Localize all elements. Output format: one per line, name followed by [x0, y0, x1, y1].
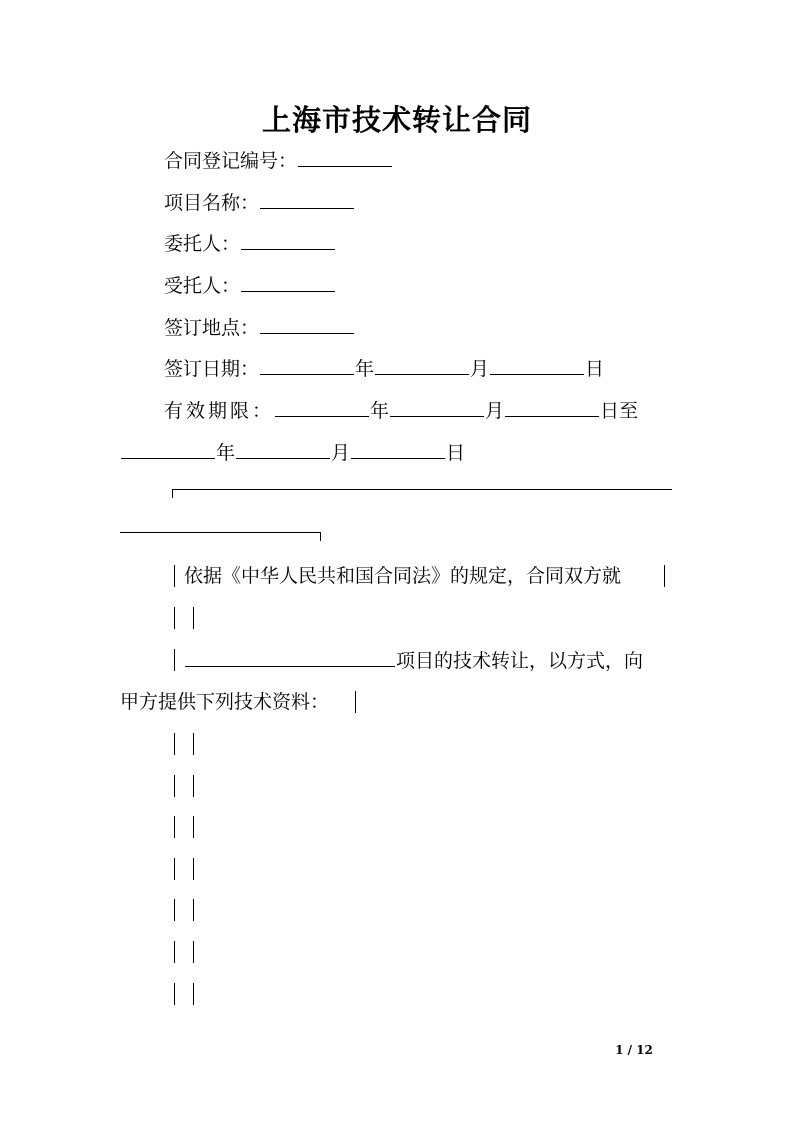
validity-end-day-unit: 日 — [446, 442, 466, 464]
validity-label: 有效期限： — [164, 400, 275, 422]
validity-end-month-blank[interactable] — [236, 440, 330, 459]
table-empty-row — [174, 858, 204, 880]
registration-no-blank[interactable] — [298, 148, 392, 167]
client-label: 委托人： — [164, 233, 241, 255]
project-line-blank[interactable] — [185, 648, 395, 667]
validity-end-year-blank[interactable] — [121, 440, 215, 459]
project-line-text: 项目的技术转让，以方式，向 — [396, 650, 644, 672]
sign-place-row — [164, 315, 355, 340]
sign-date-day-unit: 日 — [585, 358, 605, 380]
validity-start-month-blank[interactable] — [390, 398, 484, 417]
table-left-border — [174, 649, 175, 671]
table-empty-row — [174, 816, 204, 838]
validity-end-row — [120, 440, 465, 465]
sign-place-blank[interactable] — [260, 315, 354, 334]
client-row — [164, 231, 336, 256]
validity-end-year-unit: 年 — [216, 442, 236, 464]
table-top-right-corner — [320, 532, 321, 541]
table-left-border — [174, 565, 175, 587]
table-empty-row — [174, 899, 204, 921]
table-empty-row — [174, 733, 204, 755]
provide-line: 甲方提供下列技术资料： — [120, 691, 330, 713]
registration-no-row — [164, 148, 393, 173]
sign-place-label: 签订地点： — [164, 317, 260, 339]
validity-end-month-unit: 月 — [331, 442, 351, 464]
validity-start-year-blank[interactable] — [275, 398, 369, 417]
table-empty-row — [174, 607, 204, 629]
sign-date-month-unit: 月 — [470, 358, 490, 380]
project-line — [184, 648, 643, 673]
table-empty-row — [174, 775, 204, 797]
table-right-border — [664, 565, 665, 587]
table-top-border-continued — [120, 532, 320, 534]
trustee-label: 受托人： — [164, 275, 241, 297]
sign-date-year-blank[interactable] — [260, 356, 354, 375]
project-name-row — [164, 190, 355, 215]
sign-date-year-unit: 年 — [355, 358, 375, 380]
document-title: 上海市技术转让合同 — [261, 103, 532, 137]
sign-date-row — [164, 356, 604, 381]
basis-line: 依据《中华人民共和国合同法》的规定，合同双方就 — [184, 565, 622, 587]
table-empty-row — [174, 941, 204, 963]
validity-start-month-unit: 月 — [485, 400, 505, 422]
trustee-blank[interactable] — [241, 273, 335, 292]
sign-date-day-blank[interactable] — [490, 356, 584, 375]
registration-no-label: 合同登记编号： — [164, 150, 298, 172]
table-empty-row — [174, 983, 204, 1005]
page-number: 1 / 12 — [615, 1043, 653, 1057]
validity-start-day-blank[interactable] — [505, 398, 599, 417]
validity-row — [164, 398, 638, 423]
table-right-border — [355, 691, 356, 713]
project-name-blank[interactable] — [260, 190, 354, 209]
validity-end-day-blank[interactable] — [351, 440, 445, 459]
trustee-row — [164, 273, 336, 298]
validity-to: 日至 — [600, 400, 639, 422]
sign-date-month-blank[interactable] — [375, 356, 469, 375]
table-top-border — [172, 489, 672, 491]
validity-start-year-unit: 年 — [370, 400, 390, 422]
project-name-label: 项目名称： — [164, 192, 260, 214]
table-top-left-corner — [172, 489, 173, 498]
sign-date-label: 签订日期： — [164, 358, 260, 380]
client-blank[interactable] — [241, 231, 335, 250]
